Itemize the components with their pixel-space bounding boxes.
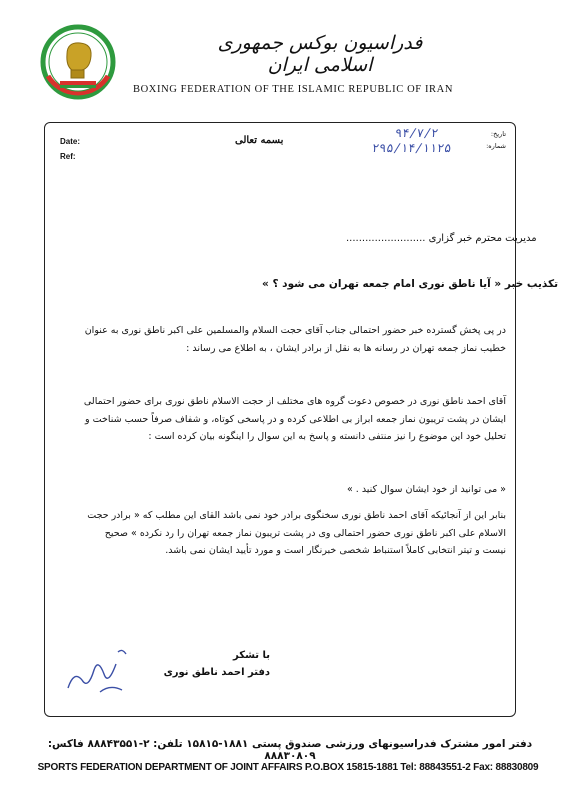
paragraph: آقای احمد ناطق نوری در خصوص دعوت گروه های مختلف از حجت الاسلام ناطق نوری برای حضور احتمالی ایشان در پشت تریبون نماز جمعه ابراز بی اطلاعی کرده و در پاسخی کوتاه، و شفاف صرفاً حسب شناخت و تحلیل خود این موضوع را نیز منتفی دانسته و پاسخ به این سوال را اینگونه بیان کرده است : xyxy=(83,396,506,442)
federation-title-en: BOXING FEDERATION OF THE ISLAMIC REPUBLIC OF IRAN xyxy=(133,84,454,95)
letter-subject: تکذیب خبر « آیا ناطق نوری امام جمعه تهران می شود ؟ » xyxy=(262,278,559,290)
closing-text: با تشکر xyxy=(233,650,270,661)
paragraph-quote: « می توانید از خود ایشان سوال کنید . » xyxy=(346,484,506,495)
ref-label-en: Ref: xyxy=(60,152,76,161)
paragraph: در پی پخش گسترده خبر حضور احتمالی جناب آقای حجت السلام والمسلمین علی اکبر ناطق نوری به عنوان خطیب نماز جمعه تهران در رسانه ها به نقل از برادر ایشان ، به اطلاع می رساند : xyxy=(84,325,506,354)
basmala: بسمه تعالی xyxy=(235,135,284,146)
footer-address-en: SPORTS FEDERATION DEPARTMENT OF JOINT AFFAIRS P.O.BOX 15815-1881 Tel: 88843551-2 Fax: 88830809 xyxy=(37,762,539,773)
federation-logo xyxy=(40,24,116,100)
federation-title-fa: فدراسیون بوکس جمهوری اسلامی ایران xyxy=(217,32,423,76)
signatory-office: دفتر احمد ناطق نوری xyxy=(163,667,270,678)
boxing-glove-emblem-icon xyxy=(40,24,116,100)
ref-label-fa: شماره: xyxy=(486,142,506,150)
date-value: ۹۴/۷/۲ xyxy=(394,126,440,140)
ref-value: ۲۹۵/۱۴/۱۱۲۵ xyxy=(371,141,453,155)
paragraph: بنابر این از آنجائیکه آقای احمد ناطق نوری سخنگوی برادر خود نمی باشد القای این مطلب که « برادر حجت الاسلام علی اکبر ناطق نوری حضور احتمالی وی در پشت تریبون نماز جمعه تهران را رد نکرده » صحیح نیست و تیتر انتخابی کاملاً استنباط شخصی خبرنگار است و مورد تأیید ایشان نمی باشد. xyxy=(87,510,506,556)
signature-block xyxy=(150,650,270,678)
date-label-fa: تاریخ: xyxy=(490,130,506,138)
handwritten-signature xyxy=(60,640,140,700)
date-label-en: Date: xyxy=(60,137,81,146)
addressee: مدیریت محترم خبر گزاری ......................... xyxy=(346,233,537,244)
footer-address-fa: دفتر امور مشترک فدراسیونهای ورزشی صندوق پستی ۱۸۸۱-۱۵۸۱۵ تلفن: ۲-۸۸۸۴۳۵۵۱ فاکس: ۸۸۸۳۰۸۰۹ xyxy=(47,738,533,762)
